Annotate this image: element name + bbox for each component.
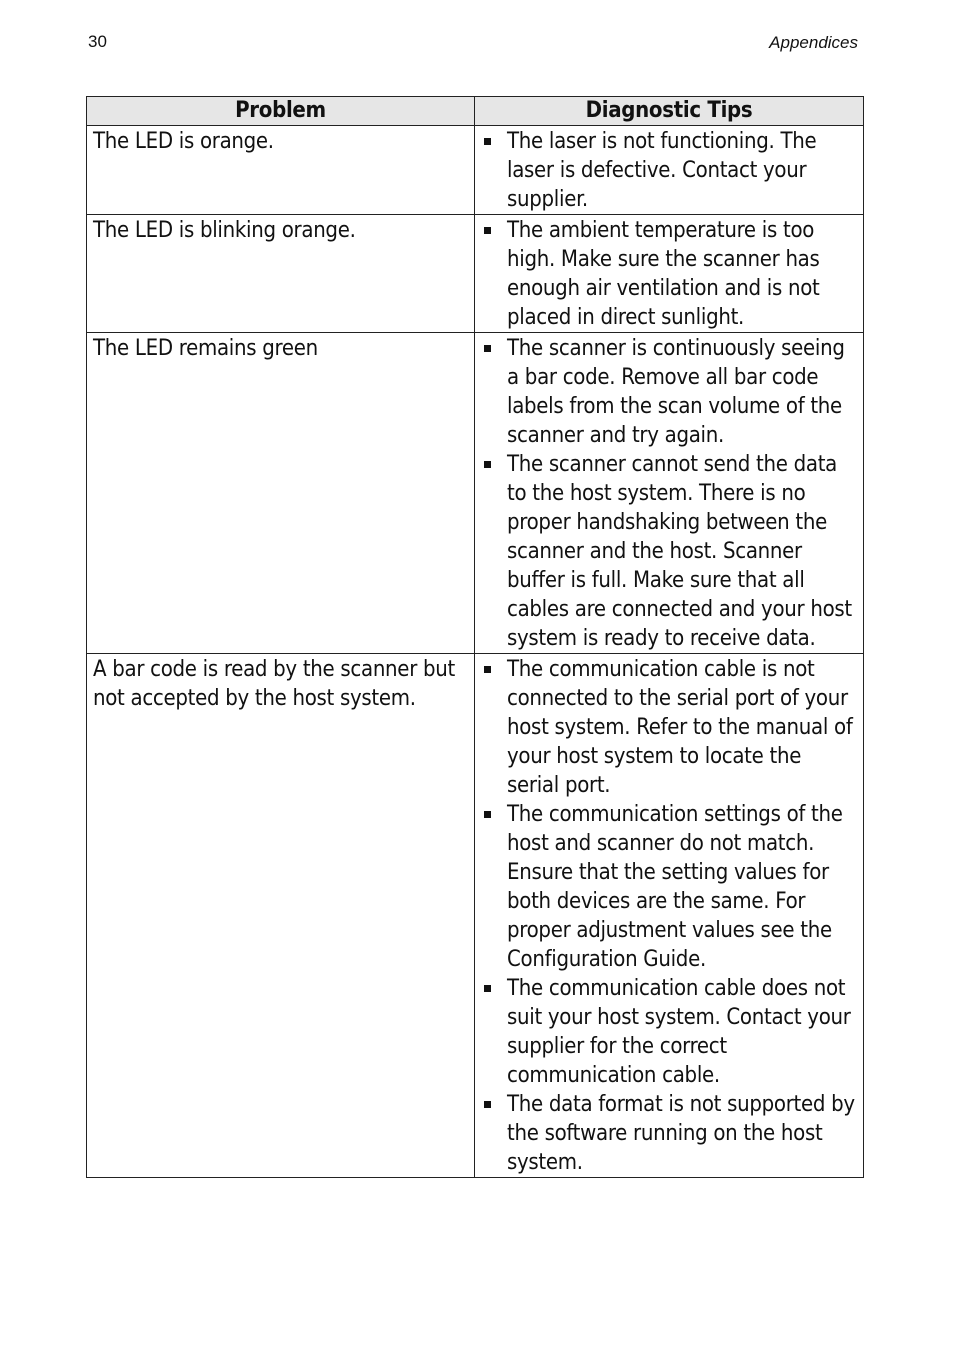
problem-cell: The LED is orange. [87,126,475,215]
tips-list [481,655,857,1177]
tip-item [481,1090,857,1177]
tips-list [481,334,857,653]
tips-cell [475,215,864,333]
tip-text: The laser is not functioning. The laser is defective. Contact your supplier. [507,129,817,212]
tip-item [481,127,857,214]
square-bullet-icon [484,666,491,673]
square-bullet-icon [484,227,491,234]
running-header: Appendices [769,33,858,52]
tips-list [481,216,857,332]
square-bullet-icon [484,138,491,145]
table-row [87,333,864,654]
table-row [87,126,864,215]
square-bullet-icon [484,345,491,352]
tip-item [481,800,857,974]
tip-item [481,216,857,332]
tips-cell [475,333,864,654]
tip-item [481,334,857,450]
tips-cell [475,654,864,1178]
tip-item [481,450,857,653]
square-bullet-icon [484,811,491,818]
square-bullet-icon [484,1101,491,1108]
tip-text: The scanner cannot send the data to the host system. There is no proper handshaking between the scanner and the host. Scanner buffer is full. Make sure that all cables are connected and your host system is ready to receive data. [507,452,852,651]
column-header-problem: Problem [87,97,475,126]
column-header-diagnostic-tips: Diagnostic Tips [475,97,864,126]
table-row [87,654,864,1178]
tip-text: The data format is not supported by the software running on the host system. [507,1092,855,1175]
tip-text: The ambient temperature is too high. Make sure the scanner has enough air ventilation and is not placed in direct sunlight. [507,218,820,330]
tips-list [481,127,857,214]
tip-text: The scanner is continuously seeing a bar code. Remove all bar code labels from the scan volume of the scanner and try again. [507,336,845,448]
table-header-row [87,97,864,126]
problem-cell: The LED remains green [87,333,475,654]
tip-text: The communication settings of the host and scanner do not match. Ensure that the setting values for both devices are the same. For proper adjustment values see the Configuration Guide. [507,802,843,972]
tip-item [481,655,857,800]
tips-cell [475,126,864,215]
square-bullet-icon [484,461,491,468]
page-number: 30 [88,32,107,51]
tip-text: The communication cable does not suit your host system. Contact your supplier for the correct communication cable. [507,976,851,1088]
tip-item [481,974,857,1090]
square-bullet-icon [484,985,491,992]
problem-cell: A bar code is read by the scanner but not accepted by the host system. [87,654,475,1178]
table-row [87,215,864,333]
problem-cell: The LED is blinking orange. [87,215,475,333]
tip-text: The communication cable is not connected to the serial port of your host system. Refer to the manual of your host system to locate the serial port. [507,657,853,798]
troubleshooting-table [86,96,864,1178]
